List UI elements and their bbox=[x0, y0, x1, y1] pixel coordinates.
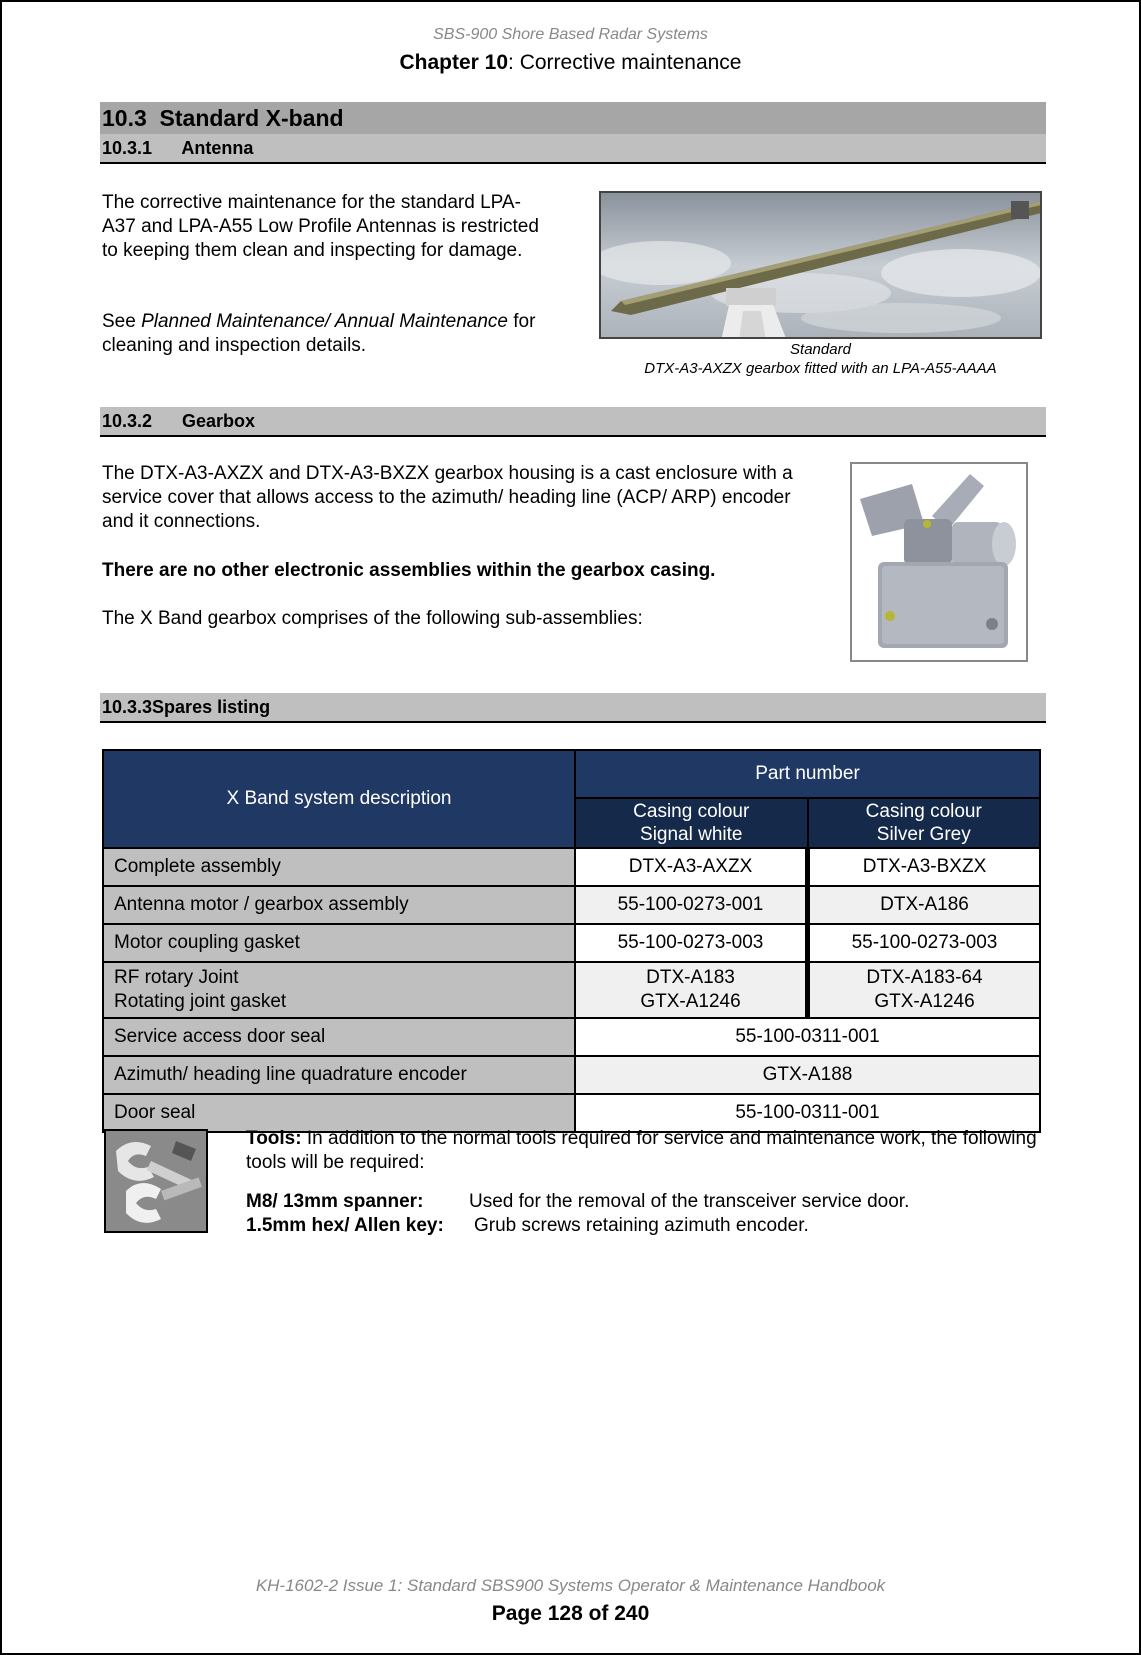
chapter-label: Chapter 10 bbox=[399, 51, 509, 74]
spares-heading bbox=[100, 693, 1046, 723]
tools-icon bbox=[104, 1129, 208, 1233]
part-number-both: 55-100-0311-001 bbox=[575, 1018, 1040, 1056]
table-row bbox=[103, 886, 1040, 924]
part-number-grey: DTX-A183-64 GTX-A1246 bbox=[808, 962, 1041, 1018]
table-row bbox=[103, 1056, 1040, 1094]
row-description: Azimuth/ heading line quadrature encoder bbox=[103, 1056, 575, 1094]
section-title: Standard X-band bbox=[159, 105, 344, 131]
part-number-white: DTX-A183 GTX-A1246 bbox=[575, 962, 808, 1018]
planned-maintenance-reference: Planned Maintenance/ Annual Maintenance bbox=[141, 311, 508, 332]
gearbox-heading bbox=[100, 407, 1046, 437]
header-doc-title: SBS-900 Shore Based Radar Systems bbox=[433, 26, 708, 43]
gearbox-warning: There are no other electronic assemblies within the gearbox casing. bbox=[102, 560, 716, 581]
tools-label: Tools: bbox=[246, 1128, 302, 1149]
gearbox-photo bbox=[850, 462, 1028, 662]
gearbox-paragraph-1: The DTX-A3-AXZX and DTX-A3-BXZX gearbox housing is a cast enclosure with a service cover that allows access to the azimuth/ heading line (ACP/ ARP) encoder and it connections. bbox=[102, 463, 793, 532]
row-description: Complete assembly bbox=[103, 848, 575, 886]
gearbox-title: Gearbox bbox=[182, 411, 256, 431]
antenna-number: 10.3.1 bbox=[102, 138, 153, 158]
row-description: RF rotary Joint Rotating joint gasket bbox=[103, 962, 575, 1018]
tool-label-hex-key: 1.5mm hex/ Allen key: bbox=[246, 1215, 444, 1236]
tool-item-hex-key: 1.5mm hex/ Allen key: Grub screws retaining azimuth encoder. bbox=[246, 1215, 809, 1236]
table-header-row bbox=[103, 750, 1040, 798]
antenna-photo-image bbox=[601, 193, 1042, 339]
spanner-icon bbox=[106, 1131, 206, 1231]
footer-doc-ref: KH-1602-2 Issue 1: Standard SBS900 Systems Operator & Maintenance Handbook bbox=[255, 1576, 886, 1595]
antenna-title: Antenna bbox=[181, 138, 254, 158]
row-description: Motor coupling gasket bbox=[103, 924, 575, 962]
antenna-heading bbox=[100, 134, 1046, 164]
header-chapter bbox=[2, 51, 1139, 75]
table-row bbox=[103, 962, 1040, 1018]
column-header-description: X Band system description bbox=[103, 750, 575, 848]
row-description: Door seal bbox=[103, 1094, 575, 1132]
row-description: Service access door seal bbox=[103, 1018, 575, 1056]
table-row bbox=[103, 1018, 1040, 1056]
column-header-part-number: Part number bbox=[575, 750, 1040, 798]
gearbox-photo-image bbox=[852, 464, 1026, 660]
part-number-both: 55-100-0311-001 bbox=[575, 1094, 1040, 1132]
antenna-caption-line-2: DTX-A3-AXZX gearbox fitted with an LPA-A55-AAAA bbox=[644, 360, 997, 377]
tools-intro: Tools: In addition to the normal tools required for service and maintenance work, the following tools will be required: bbox=[246, 1128, 1037, 1173]
page-number: Page 128 of 240 bbox=[491, 1602, 650, 1625]
gearbox-paragraph-3: The X Band gearbox comprises of the following sub-assemblies: bbox=[102, 608, 643, 629]
part-number-grey: DTX-A3-BXZX bbox=[808, 848, 1041, 886]
table-row bbox=[103, 924, 1040, 962]
part-number-white: 55-100-0273-001 bbox=[575, 886, 808, 924]
row-description: Antenna motor / gearbox assembly bbox=[103, 886, 575, 924]
table-row bbox=[103, 848, 1040, 886]
part-number-white: DTX-A3-AXZX bbox=[575, 848, 808, 886]
section-heading bbox=[100, 102, 1046, 134]
column-header-silver-grey: Casing colour Silver Grey bbox=[808, 798, 1041, 848]
antenna-caption-line-1: Standard bbox=[790, 341, 851, 358]
part-number-white: 55-100-0273-003 bbox=[575, 924, 808, 962]
part-number-both: GTX-A188 bbox=[575, 1056, 1040, 1094]
column-header-signal-white: Casing colour Signal white bbox=[575, 798, 808, 848]
gearbox-number: 10.3.2 bbox=[102, 411, 153, 431]
spares-table bbox=[102, 749, 1041, 1133]
spares-number: 10.3.3 bbox=[102, 697, 153, 717]
antenna-photo bbox=[599, 191, 1042, 339]
part-number-grey: DTX-A186 bbox=[808, 886, 1041, 924]
spares-title: Spares listing bbox=[152, 697, 271, 717]
tool-label-spanner: M8/ 13mm spanner: bbox=[246, 1191, 424, 1212]
part-number-grey: 55-100-0273-003 bbox=[808, 924, 1041, 962]
antenna-paragraph-1: The corrective maintenance for the standard LPA-A37 and LPA-A55 Low Profile Antennas is restricted to keeping them clean and inspecting for damage. bbox=[102, 192, 539, 261]
section-number: 10.3 bbox=[102, 105, 147, 131]
tool-item-spanner: M8/ 13mm spanner: Used for the removal of the transceiver service door. bbox=[246, 1191, 910, 1212]
antenna-paragraph-2: See Planned Maintenance/ Annual Maintenance for cleaning and inspection details. bbox=[102, 311, 536, 356]
chapter-title: : Corrective maintenance bbox=[508, 51, 742, 74]
